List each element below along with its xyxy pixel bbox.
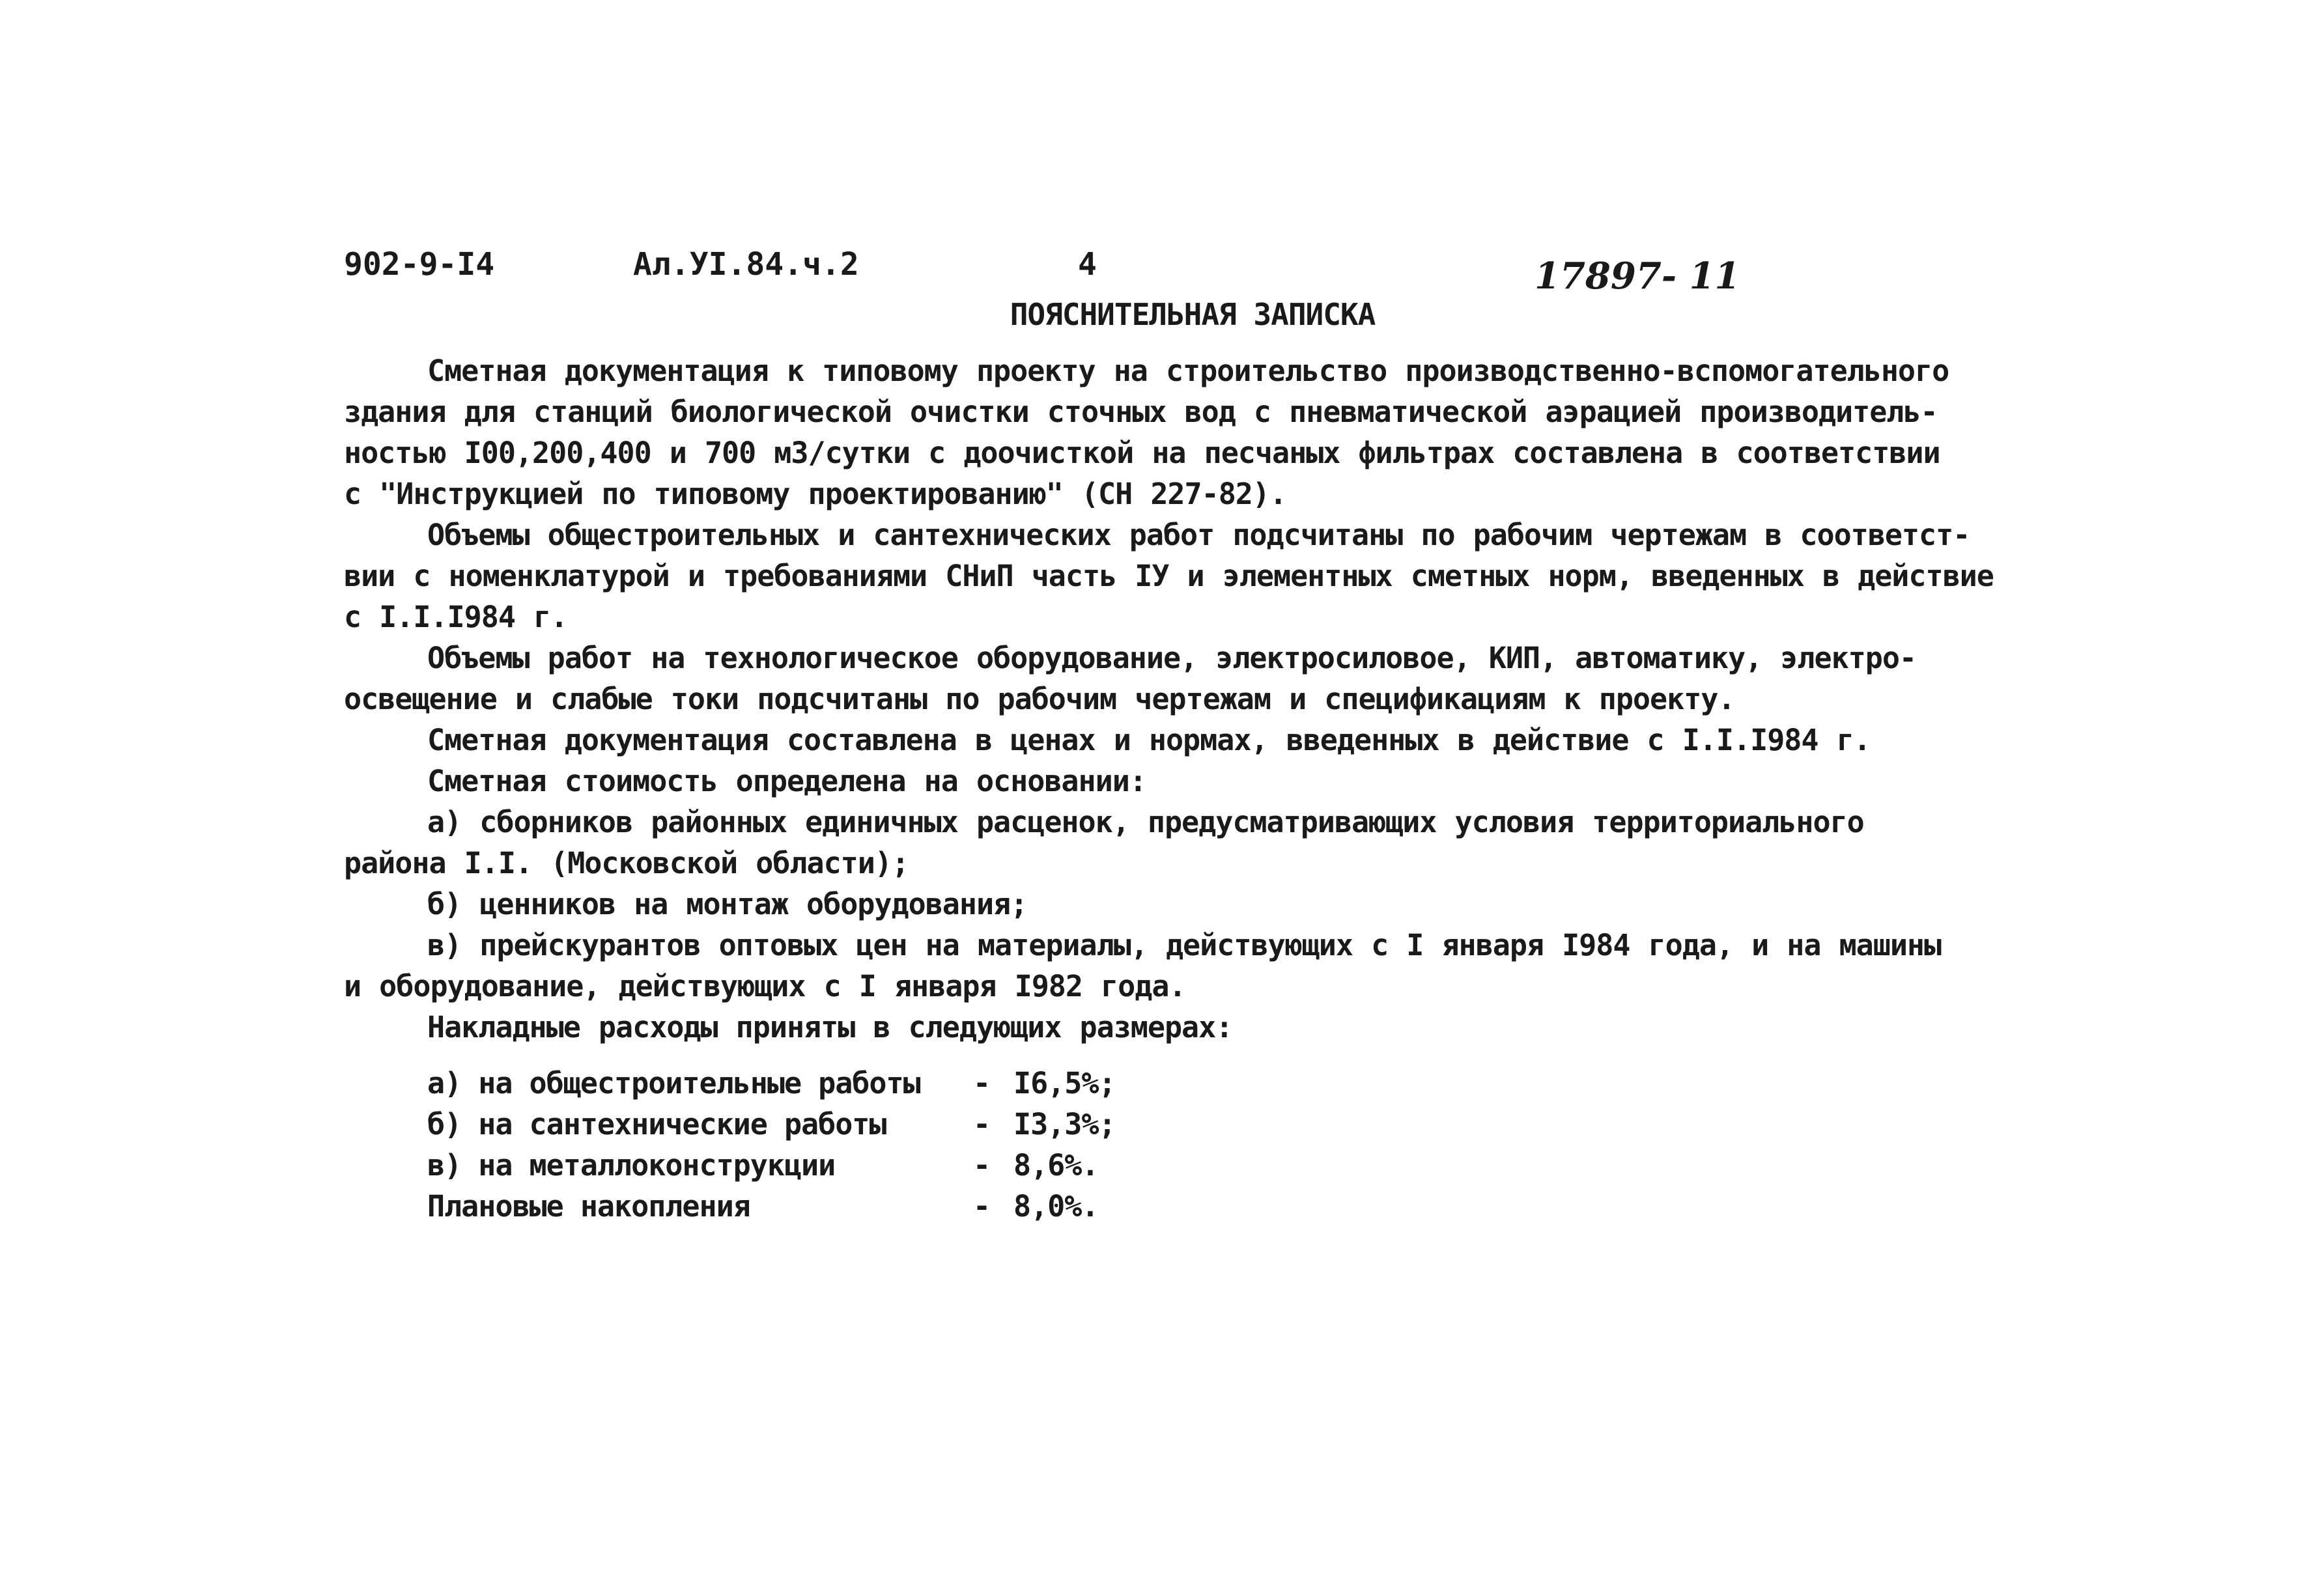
- paragraph-line: б) ценников на монтаж оборудования;: [427, 887, 1028, 921]
- paragraph-line: Накладные расходы приняты в следующих размерах:: [427, 1010, 1233, 1044]
- page-number: 4: [1078, 246, 1097, 283]
- paragraph-line: Сметная стоимость определена на основании:: [427, 764, 1146, 798]
- rate-dash: -: [973, 1189, 991, 1224]
- paragraph-line: Объемы общестроительных и сантехнических работ подсчитаны по рабочим чертежам в соответст-: [427, 518, 1970, 552]
- rate-row: [427, 1063, 1209, 1104]
- rate-value: 8,6%.: [1013, 1148, 1099, 1183]
- rate-value: I6,5%;: [1013, 1066, 1116, 1100]
- rate-row: [427, 1104, 1209, 1145]
- paragraph-line: освещение и слабые токи подсчитаны по рабочим чертежам и спецификациям к проекту.: [344, 682, 1735, 716]
- rate-dash: -: [973, 1107, 991, 1141]
- explanatory-text: [344, 350, 1998, 1048]
- rate-dash: -: [973, 1066, 991, 1100]
- paragraph-line: здания для станций биологической очистки сточных вод с пневматической аэрацией производитель-: [344, 395, 1938, 429]
- rate-row: [427, 1186, 1209, 1227]
- document-code: 902-9-I4: [344, 246, 495, 283]
- paragraph-line: с "Инструкцией по типовому проектированию" (СН 227-82).: [344, 477, 1287, 511]
- paragraph-line: с I.I.I984 г.: [344, 600, 568, 634]
- paragraph-line: Сметная документация составлена в ценах и нормах, введенных в действие с I.I.I984 г.: [427, 723, 1871, 757]
- paragraph-line: ностью I00,200,400 и 700 м3/сутки с доочисткой на песчаных фильтрах составлена в соответствии: [344, 436, 1940, 470]
- paragraph-line: вии с номенклатурой и требованиями СНиП часть IУ и элементных сметных норм, введенных в действие: [344, 559, 1994, 593]
- paragraph-line: а) сборников районных единичных расценок, предусматривающих условия территориального: [427, 805, 1864, 839]
- inventory-number: 17897- 11: [1535, 255, 1740, 298]
- rate-dash: -: [973, 1148, 991, 1183]
- rate-row: [427, 1145, 1209, 1186]
- paragraph-line: Объемы работ на технологическое оборудование, электросиловое, КИП, автоматику, электро-: [427, 641, 1917, 675]
- paragraph-line: Сметная документация к типовому проекту на строительство производственно-вспомогательного: [427, 354, 1949, 388]
- rate-label: Плановые накопления: [427, 1189, 750, 1224]
- rate-label: б) на сантехнические работы: [427, 1107, 886, 1141]
- paragraph-line: и оборудование, действующих с I января I982 года.: [344, 969, 1186, 1003]
- rate-value: I3,3%;: [1013, 1107, 1116, 1141]
- page-title: ПОЯСНИТЕЛЬНАЯ ЗАПИСКА: [1010, 297, 1376, 332]
- paragraph-line: в) прейскурантов оптовых цен на материалы, действующих с I января I984 года, и на машины: [427, 928, 1942, 962]
- rate-label: в) на металлоконструкции: [427, 1148, 836, 1183]
- rate-value: 8,0%.: [1013, 1189, 1099, 1224]
- rate-label: а) на общестроительные работы: [427, 1066, 920, 1100]
- overhead-rates-list: [427, 1063, 1209, 1227]
- paragraph-line: района I.I. (Московской области);: [344, 846, 909, 880]
- album-reference: Ал.УI.84.ч.2: [633, 246, 859, 283]
